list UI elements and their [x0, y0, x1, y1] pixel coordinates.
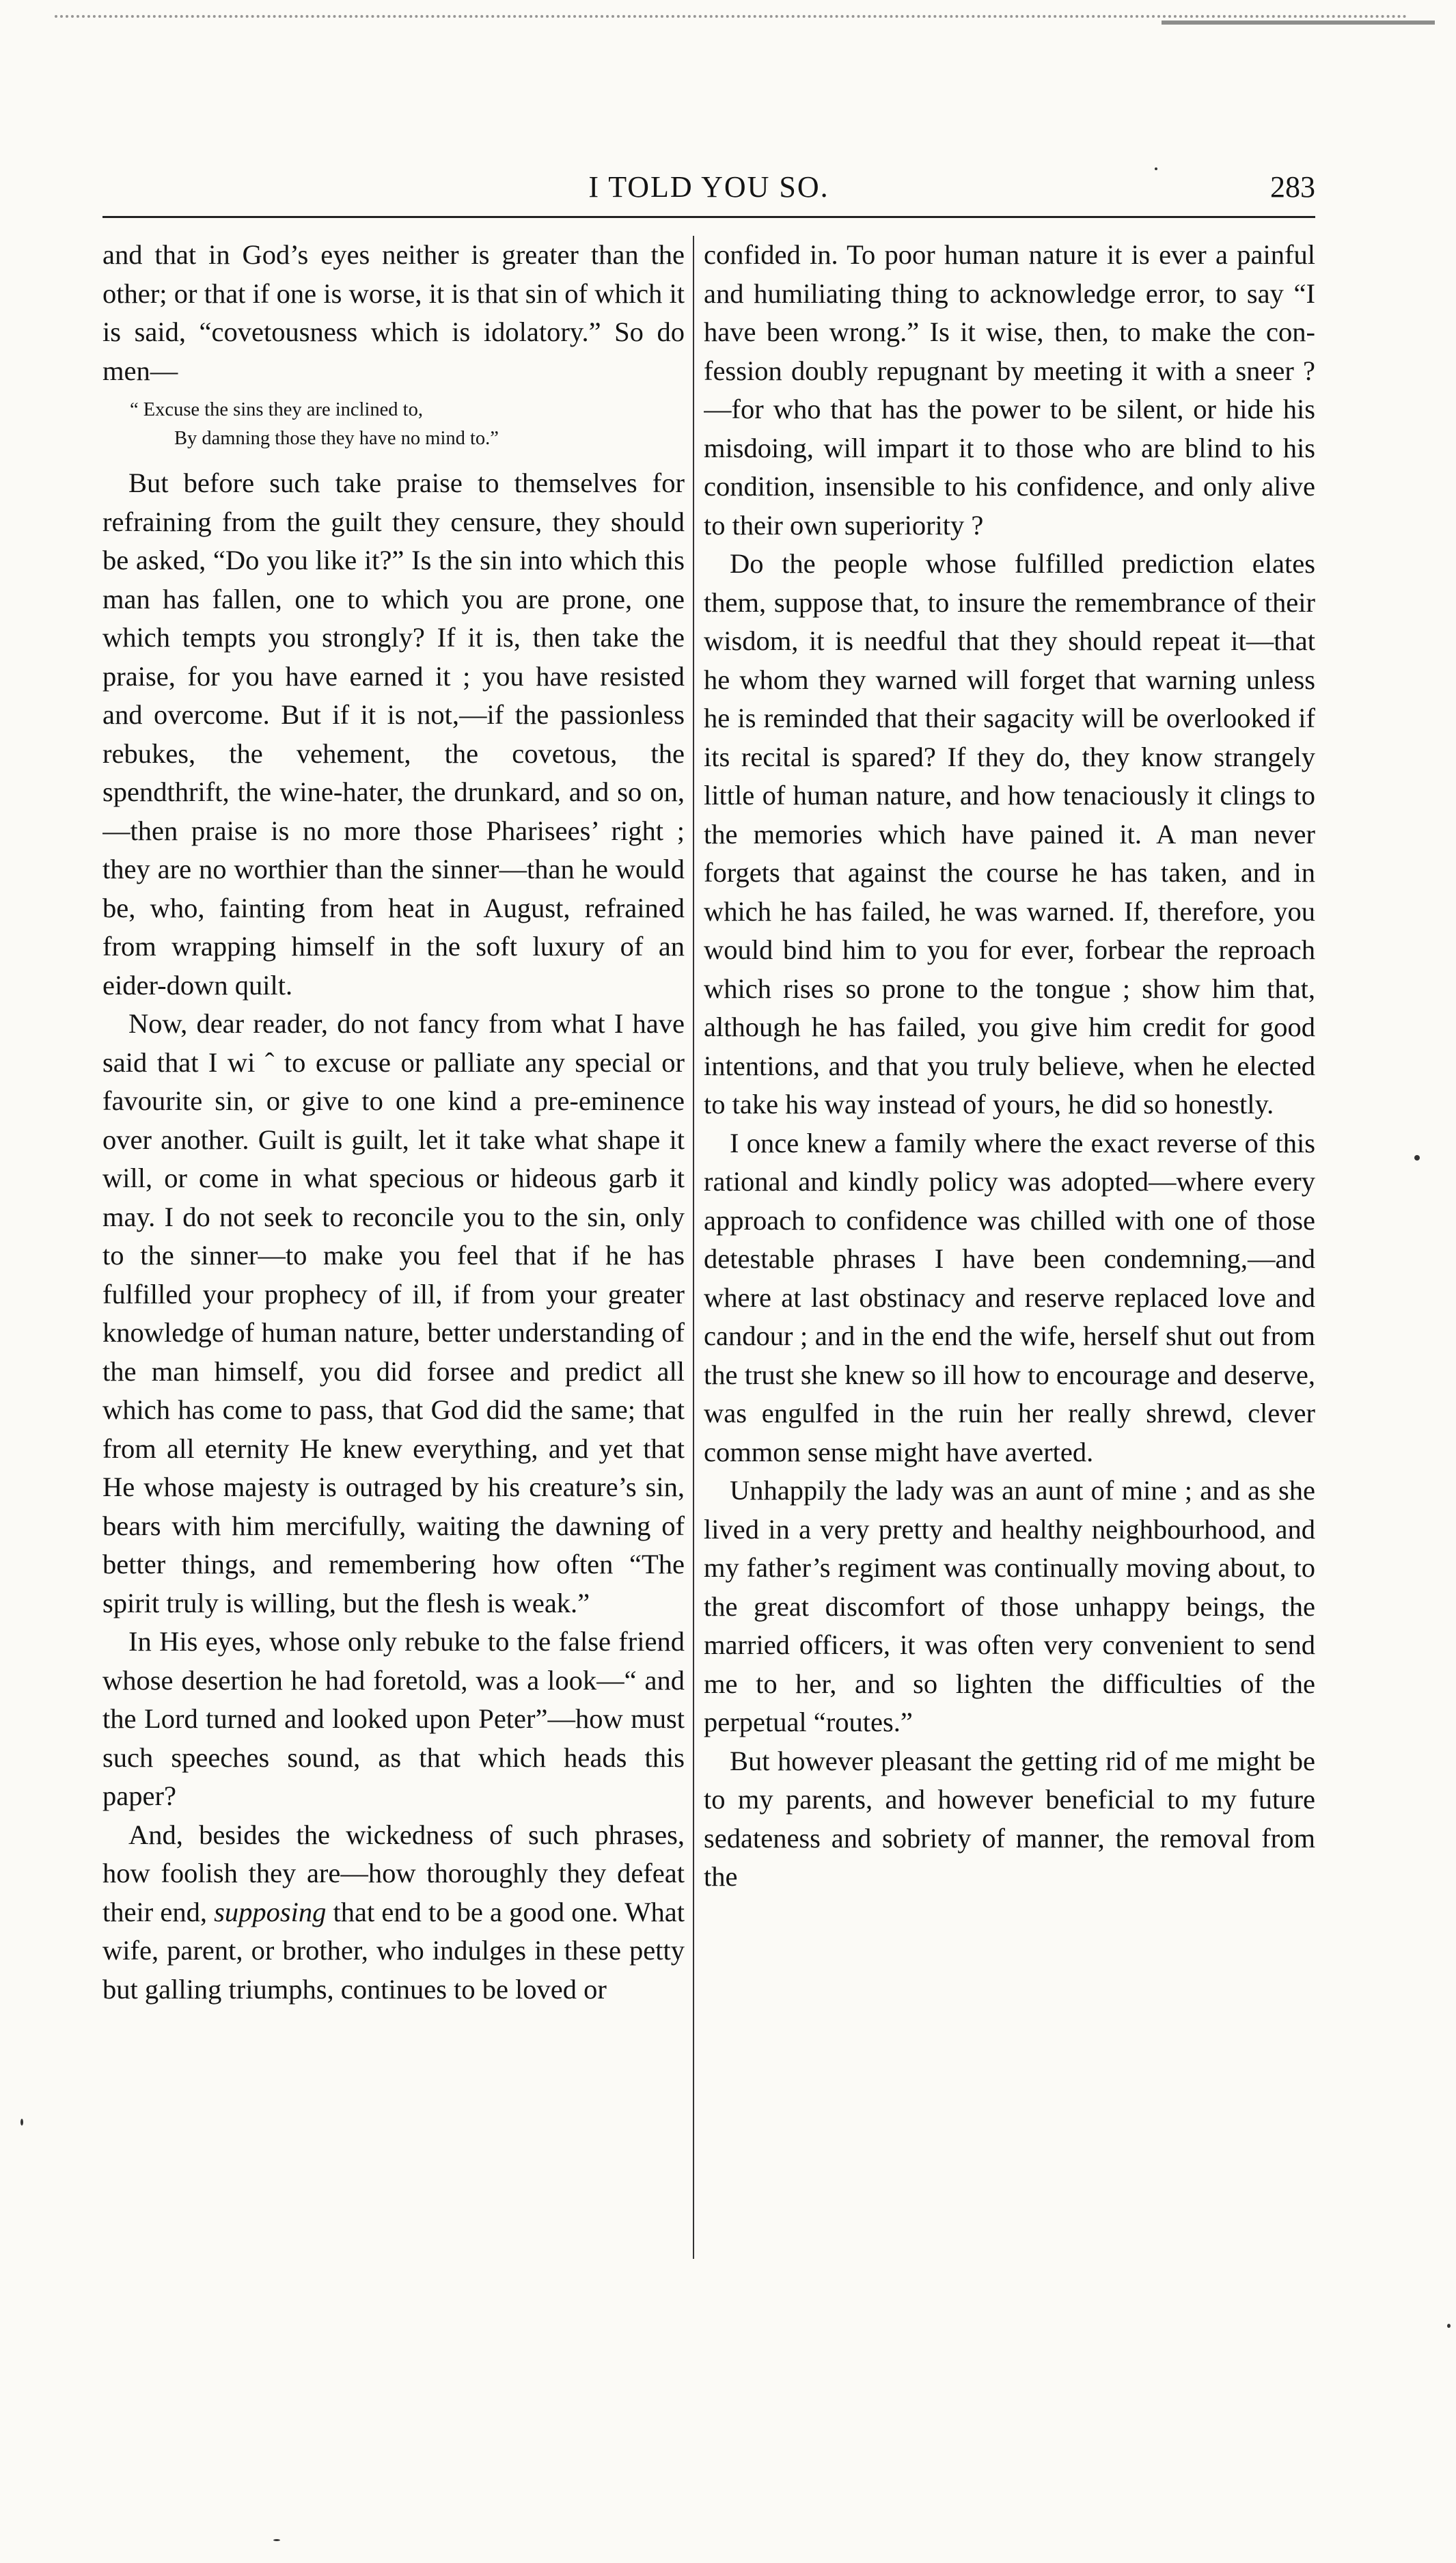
- page-number: 283: [1270, 170, 1315, 204]
- right-paragraph-4: Unhappily the lady was an aunt of mine ; and as she lived in a very pretty and healthy neighbourhood, and my father’s regiment was continually moving about, to the great discomfort of those unhappy beings, the married officers, it was often very convenient to send me to her, and so lighten the difficulties of the perpetual “routes.”: [704, 1475, 1315, 1737]
- page-top-rule: [55, 15, 1407, 18]
- verse-line-1: “ Excuse the sins they are inclined to,: [130, 399, 423, 420]
- left-paragraph-3: Now, dear reader, do not fancy from what I have said that I wi ˆ to excuse or palliate any special or favourite sin, or give to one kind a pre-eminence over another. Guilt is guilt, let it take what shape it will, or come in what specious or hideous garb it may. I do not seek to reconcile you to the sin, only to the sinner—to make you feel that if he has fulfilled your prophecy of ill, if from your greater knowledge of human nature, better understanding of the man himself, you did forsee and predict all which has come to pass, that God did the same; that from all eternity He knew everything, and yet that He whose majesty is outraged by his creature’s sin, bears with him mercifully, waiting the dawning of better things, and remembering how often “The spirit truly is willing, but the flesh is weak.”: [102, 1008, 685, 1618]
- left-paragraph-1: and that in God’s eyes neither is greater than the other; or that if one is worse, it is that sin of which it is said, “covetousness which is idolatory.” So do men—: [102, 239, 685, 386]
- column-divider: [693, 236, 694, 2259]
- left-paragraph-5-start: And, besides the wickedness of such phrases, how foolish they are—how thoroughly they defeat their end,: [102, 1819, 685, 1927]
- verse-quote: [102, 396, 685, 453]
- left-paragraph-5: [102, 1816, 685, 2009]
- page-header: [102, 169, 1315, 211]
- print-speck: [1155, 167, 1157, 170]
- print-speck: [1447, 2324, 1451, 2328]
- print-speck: [1414, 1155, 1420, 1161]
- left-paragraph-5-end: that end to be a good one. What wife, parent, or brother, who indulges in these petty but galling triumphs, continues to be loved or: [102, 1896, 685, 2005]
- left-paragraph-2: But before such take praise to themselves for refraining from the guilt they censure, they should be asked, “Do you like it?” Is the sin into which this man has fallen, one to which you are prone, one which tempts you strongly? If it is, then take the praise, for you have earned it ; you have resisted and overcome. But if it is not,—if the passionless rebukes, the vehement, the covetous, the spendthrift, the wine-hater, the drunkard, and so on,—then praise is no more those Pharisees’ right ; they are no worthier than the sinner—than he would be, who, fainting from heat in August, refrained from wrapping himself in the soft luxury of an eider-down quilt.: [102, 467, 685, 1001]
- verse-line-2: By damning those they have no mind to.”: [174, 428, 499, 449]
- left-column: [102, 236, 685, 2273]
- header-rule: [102, 216, 1315, 218]
- running-title: I TOLD YOU SO.: [588, 170, 829, 204]
- right-paragraph-5: But however pleasant the getting rid of me might be to my parents, and however beneficial to my future sedateness and sobriety of manner, the removal from the: [704, 1745, 1315, 1892]
- print-speck: [20, 2119, 23, 2126]
- right-paragraph-1: confided in. To poor human nature it is ever a painful and humiliating thing to acknowledge error, to say “I have been wrong.” Is it wise, then, to make the confession doubly repugnant by meeting it with a sneer ?—for who that has the power to be silent, or hide his misdoing, will impart it to those who are blind to his condition, insensible to his confidence, and only alive to their own superiority ?: [704, 239, 1315, 541]
- emphasis-word: supposing: [214, 1896, 327, 1927]
- print-speck: [273, 2539, 280, 2541]
- left-paragraph-4: In His eyes, whose only rebuke to the false friend whose desertion he had foretold, was a look—“ and the Lord turned and looked upon Peter”—how must such speeches sound, as that which heads this paper?: [102, 1626, 685, 1811]
- right-paragraph-2: Do the people whose fulfilled prediction elates them, suppose that, to insure the remembrance of their wisdom, it is needful that they should repeat it—that he whom they warned will forget that warning unless he is reminded that their sagacity will be overlooked if its recital is spared? If they do, they know strangely little of human nature, and how tenaciously it clings to the memories which have pained it. A man never forgets that against the course he has taken, and in which he has failed, he was warned. If, therefore, you would bind him to you for ever, forbear the reproach which rises so prone to the tongue ; show him that, although he has failed, you give him credit for good intentions, and that you truly believe, when he elected to take his way instead of yours, he did so honestly.: [704, 548, 1315, 1120]
- right-paragraph-3: I once knew a family where the exact reverse of this rational and kindly policy was adopted—where every approach to confidence was chilled with one of those detestable phrases I have been condemning,—and where at last obstinacy and reserve replaced love and candour ; and in the end the wife, herself shut out from the trust she knew so ill how to encourage and deserve, was engulfed in the ruin her really shrewd, clever common sense might have averted.: [704, 1127, 1315, 1467]
- page-top-rule-mark: [1162, 21, 1435, 25]
- right-column: [704, 236, 1315, 2273]
